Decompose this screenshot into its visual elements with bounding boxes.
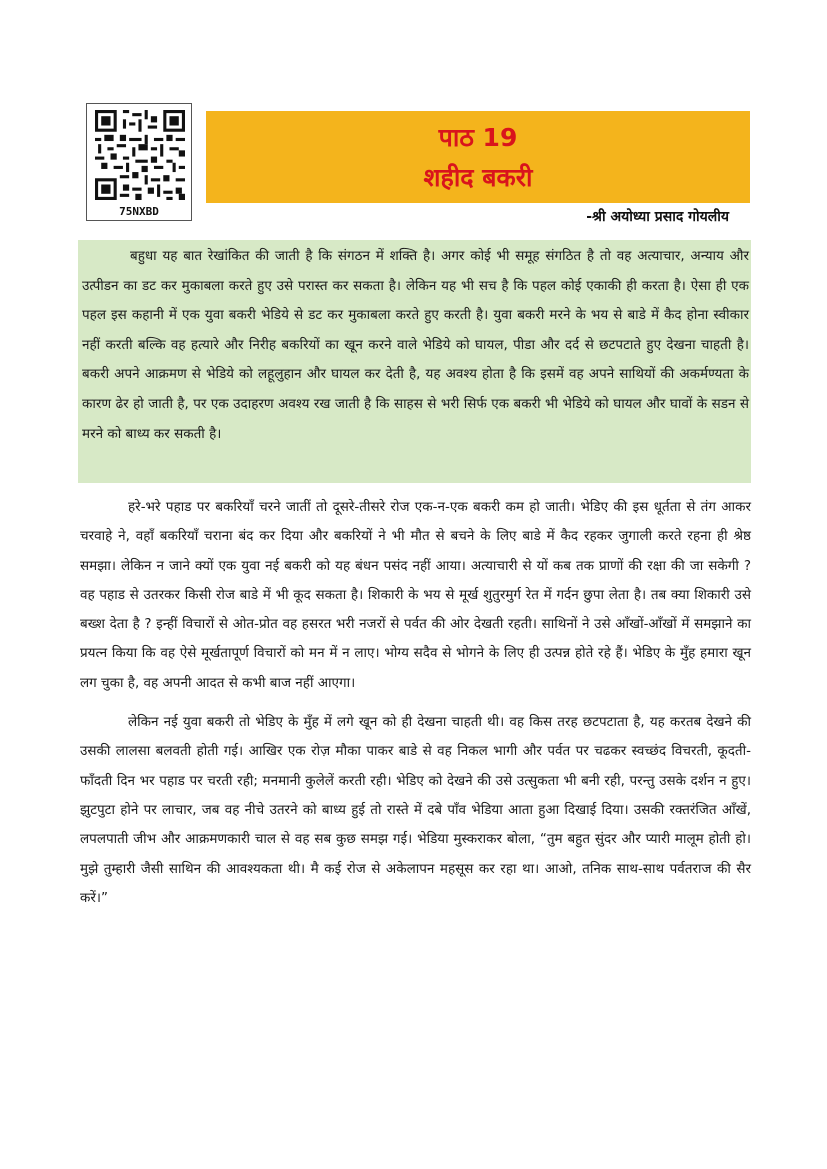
intro-summary-box <box>78 240 751 483</box>
qr-code-label: 75NXBD <box>119 205 159 218</box>
story-body <box>80 493 751 913</box>
qr-code-icon <box>95 110 185 200</box>
story-paragraph-2: लेकिन नई युवा बकरी तो भेडिए के मुँह में लगे खून को ही देखना चाहती थी। वह किस तरह छटपटाता है, यह करतब देखने की उसकी लालसा बलवती होती गई। आखिर एक रोज़ मौका पाकर बाडे से वह निकल भागी और पर्वत पर चढकर स्वच्छंद विचरती, कूदती- फाँदती दिन भर पहाड पर चरती रही; मनमानी कुलेलें करती रही। भेडिए को देखने की उसे उत्सुकता भी बनी रही, परन्तु उसके दर्शन न हुए। झुटपुटा होने पर लाचार, जब वह नीचे उतरने को बाध्य हुई तो रास्ते में दबे पाँव भेडिया आता हुआ दिखाई दिया। उसकी रक्तरंजित आँखें, लपलपाती जीभ और आक्रमणकारी चाल से वह सब कुछ समझ गई। भेडिया मुस्कराकर बोला, “तुम बहुत सुंदर और प्यारी मालूम होती हो। मुझे तुम्हारी जैसी साथिन की आवश्यकता थी। मै कई रोज से अकेलापन महसूस कर रहा था। आओ, तनिक साथ-साथ पर्वतराज की सैर करें।” <box>80 714 751 906</box>
qr-code <box>86 103 192 221</box>
story-paragraph-1: हरे-भरे पहाड पर बकरियाँ चरने जातीं तो दूसरे-तीसरे रोज एक-न-एक बकरी कम हो जाती। भेडिए की इस धूर्तता से तंग आकर चरवाहे ने, वहाँ बकरियाँ चराना बंद कर दिया और बकरियों ने भी मौत से बचने के लिए बाडे में कैद रहकर जुगाली करते रहना ही श्रेष्ठ समझा। लेकिन न जाने क्यों एक युवा नई बकरी को यह बंधन पसंद नहीं आया। अत्याचारी से यों कब तक प्राणों की रक्षा की जा सकेगी ? वह पहाड से उतरकर किसी रोज बाडे में भी कूद सकता है। शिकारी के भय से मूर्ख शुतुरमुर्ग रेत में गर्दन छुपा लेता है। तब क्या शिकारी उसे बख्श देता है ? इन्हीं विचारों से ओत-प्रोत वह हसरत भरी नजरों से पर्वत की ओर देखती रहती। साथिनों ने उसे आँखों-आँखों में समझाने का प्रयत्न किया कि वह ऐसे मूर्खतापूर्ण विचारों को मन में न लाए। भोग्य सदैव से भोगने के लिए ही उत्पन्न होते रहे हैं। भेडिए के मुँह हमारा खून लग चुका है, वह अपनी आदत से कभी बाज नहीं आएगा। <box>80 499 752 691</box>
intro-paragraph: बहुधा यह बात रेखांकित की जाती है कि संगठन में शक्ति है। अगर कोई भी समूह संगठित है तो वह अत्याचार, अन्याय और उत्पीडन का डट कर मुकाबला करते हुए उसे परास्त कर सकता है। लेकिन यह भी सच है कि पहल कोई एकाकी ही करता है। ऐसा ही एक पहल इस कहानी में एक युवा बकरी भेडिये से डट कर मुकाबला करते हुए करती है। युवा बकरी मरने के भय से बाडे में कैद होना स्वीकार नहीं करती बल्कि वह हत्यारे और निरीह बकरियों का खून करने वाले भेडिये को घायल, पीडा और दर्द से छटपटाते हुए देखना चाहती है। बकरी अपने आक्रमण से भेडिये को लहूलुहान और घायल कर देती है, यह अवश्य होता है कि इसमें वह अपने साथियों की अकर्मण्यता के कारण ढेर हो जाती है, पर एक उदाहरण अवश्य रख जाती है कि साहस से भरी सिर्फ एक बकरी भी भेडिये को घायल और घावों के सडन से मरने को बाध्य कर सकती है। <box>82 248 749 442</box>
lesson-number: पाठ 19 <box>438 123 518 152</box>
lesson-title: शहीद बकरी <box>423 163 533 192</box>
lesson-title-band <box>206 111 750 203</box>
author-name: -श्री अयोध्या प्रसाद गोयलीय <box>586 209 729 225</box>
